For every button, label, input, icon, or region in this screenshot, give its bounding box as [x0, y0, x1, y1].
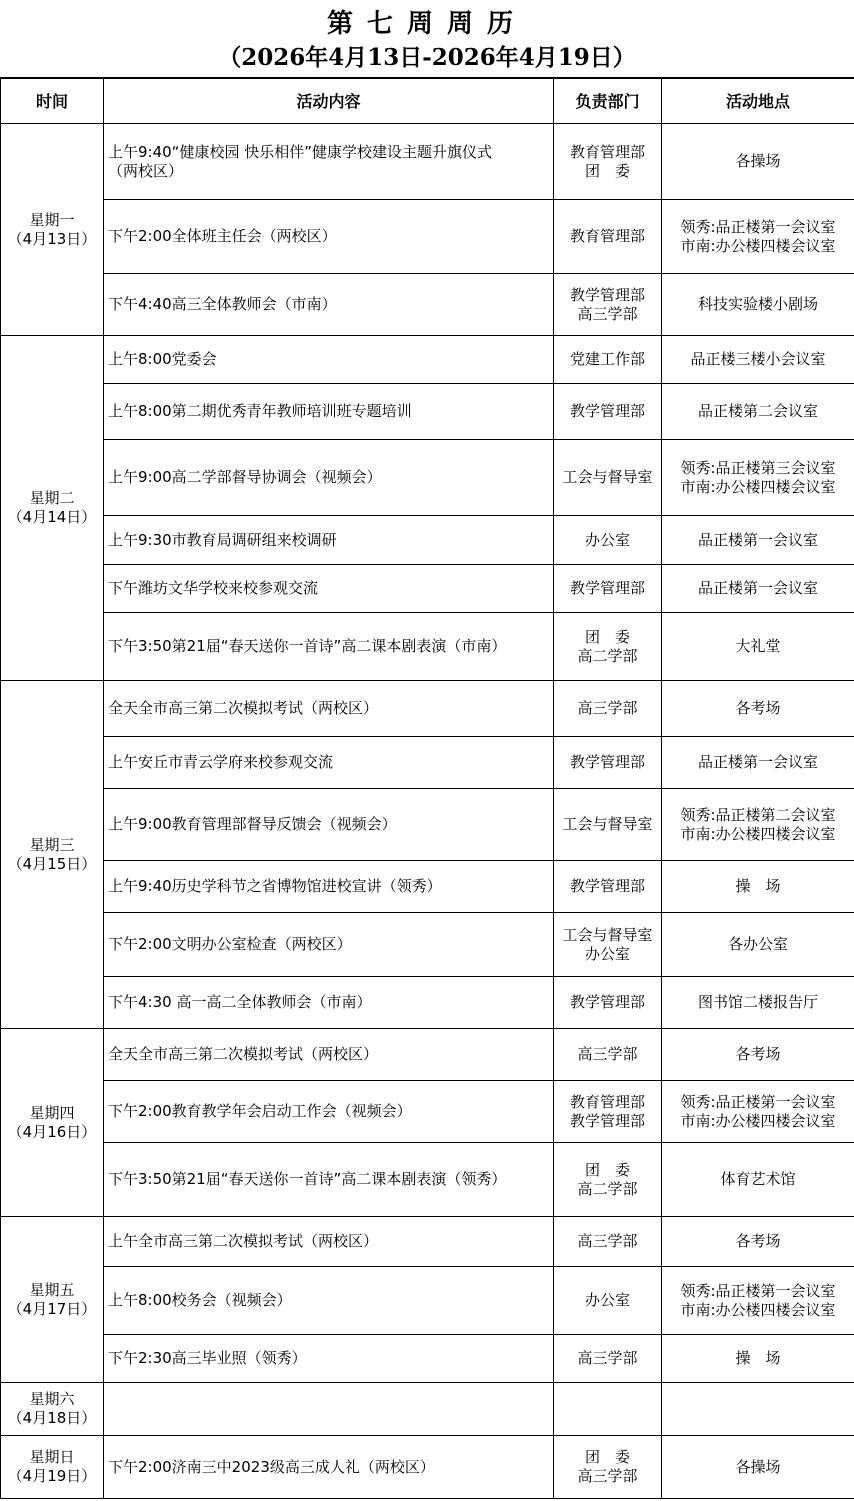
table-row: [1, 1081, 854, 1143]
activity-cell: [104, 977, 554, 1029]
location-cell: [662, 681, 854, 737]
location-cell: [662, 737, 854, 789]
dept-cell: [554, 681, 662, 737]
cell-line: 领秀:品正楼第一会议室: [680, 217, 836, 236]
cell-line: 下午潍坊文华学校来校参观交流: [108, 579, 319, 597]
activity-cell: [104, 384, 554, 440]
cell-line: 市南:办公楼四楼会议室: [680, 1111, 836, 1130]
cell-line: 市南:办公楼四楼会议室: [680, 824, 836, 843]
activity-cell: [104, 336, 554, 384]
cell-line: 下午3:50第21届“春天送你一首诗”高二课本剧表演（市南）: [108, 637, 507, 655]
cell-line: 操 场: [735, 1349, 781, 1367]
location-cell: [662, 565, 854, 613]
table-row: [1, 440, 854, 516]
cell-line: （两校区）: [108, 161, 184, 180]
activity-cell: [104, 913, 554, 977]
cell-line: 工会与督导室: [562, 815, 653, 833]
cell-line: 团 委: [584, 1448, 630, 1466]
dept-cell: [554, 789, 662, 861]
day-cell: [1, 1436, 104, 1499]
cell-line: 大礼堂: [735, 637, 781, 655]
table-row: [1, 789, 854, 861]
cell-line: 高二学部: [577, 1179, 638, 1198]
dept-cell: [554, 737, 662, 789]
table-row: [1, 613, 854, 681]
activity-cell: [104, 1143, 554, 1217]
cell-line: 领秀:品正楼第一会议室: [680, 1281, 836, 1300]
cell-line: 各办公室: [727, 935, 788, 953]
cell-line: 下午2:00全体班主任会（两校区）: [108, 227, 337, 245]
cell-line: 各考场: [735, 1232, 781, 1250]
cell-line: 上午全市高三第二次模拟考试（两校区）: [108, 1232, 379, 1250]
cell-line: 教学管理部: [569, 402, 645, 420]
dept-cell: [554, 861, 662, 913]
cell-line: 下午2:30高三毕业照（领秀）: [108, 1349, 307, 1367]
day-cell: [1, 336, 104, 681]
cell-line: 领秀:品正楼第二会议室: [680, 805, 836, 824]
cell-line: 工会与督导室: [562, 925, 653, 944]
table-row: [1, 336, 854, 384]
cell-line: 上午8:00党委会: [108, 350, 217, 368]
cell-line: 下午4:30 高一高二全体教师会（市南）: [108, 993, 372, 1011]
location-cell: [662, 1383, 854, 1436]
activity-cell: [104, 1383, 554, 1436]
dept-cell: [554, 1029, 662, 1081]
location-cell: [662, 1267, 854, 1335]
dept-cell: [554, 1335, 662, 1383]
day-date: （4月17日）: [7, 1299, 97, 1318]
day-date: （4月16日）: [7, 1122, 97, 1141]
dept-cell: [554, 274, 662, 336]
dept-cell: [554, 1217, 662, 1267]
table-row: [1, 737, 854, 789]
activity-cell: [104, 440, 554, 516]
page-title: 第七周周历: [326, 9, 527, 39]
cell-line: 下午2:00教育教学年会启动工作会（视频会）: [108, 1102, 412, 1120]
cell-line: 品正楼第一会议室: [697, 579, 818, 597]
cell-line: 下午2:00济南三中2023级高三成人礼（两校区）: [108, 1457, 435, 1476]
location-cell: [662, 1081, 854, 1143]
header-dept: 负责部门: [554, 79, 662, 124]
cell-line: 办公室: [584, 944, 630, 963]
cell-line: 各操场: [735, 1457, 781, 1476]
day-cell: [1, 1217, 104, 1383]
cell-line: 操 场: [735, 877, 781, 895]
cell-line: 下午3:50第21届“春天送你一首诗”高二课本剧表演（领秀）: [108, 1170, 507, 1188]
cell-line: 全天全市高三第二次模拟考试（两校区）: [108, 1045, 379, 1063]
cell-line: 教学管理部: [569, 993, 645, 1011]
location-cell: [662, 336, 854, 384]
cell-line: 团 委: [584, 161, 630, 180]
cell-line: 办公室: [584, 1291, 630, 1309]
cell-line: 品正楼第一会议室: [697, 753, 818, 771]
location-cell: [662, 861, 854, 913]
dept-cell: [554, 565, 662, 613]
cell-line: 教育管理部: [569, 142, 645, 161]
activity-cell: [104, 565, 554, 613]
day-cell: [1, 1029, 104, 1217]
location-cell: [662, 1436, 854, 1499]
dept-cell: [554, 336, 662, 384]
day-name: 星期三: [29, 835, 75, 854]
dept-cell: [554, 1081, 662, 1143]
cell-line: 高三学部: [577, 1232, 638, 1250]
cell-line: 办公室: [584, 530, 630, 549]
activity-cell: [104, 1436, 554, 1499]
dept-cell: [554, 516, 662, 565]
cell-line: 教学管理部: [569, 753, 645, 771]
table-row: [1, 274, 854, 336]
table-row: [1, 124, 854, 200]
cell-line: 高三学部: [577, 1045, 638, 1063]
schedule-body: [1, 124, 854, 1499]
cell-line: 教学管理部: [569, 579, 645, 597]
day-cell: [1, 124, 104, 336]
dept-cell: [554, 913, 662, 977]
dept-cell: [554, 440, 662, 516]
header-row: [1, 79, 854, 124]
location-cell: [662, 200, 854, 274]
dept-cell: [554, 613, 662, 681]
cell-line: 各考场: [735, 1045, 781, 1063]
cell-line: 教学管理部: [569, 1111, 645, 1130]
day-date: （4月13日）: [7, 229, 97, 248]
cell-line: 高三学部: [577, 699, 638, 717]
cell-line: 上午安丘市青云学府来校参观交流: [108, 753, 334, 771]
table-row: [1, 1383, 854, 1436]
location-cell: [662, 1217, 854, 1267]
location-cell: [662, 124, 854, 200]
cell-line: 领秀:品正楼第三会议室: [680, 458, 836, 477]
header-time: 时间: [1, 79, 104, 124]
cell-line: 上午9:40历史学科节之省博物馆进校宣讲（领秀）: [108, 877, 442, 895]
cell-line: 市南:办公楼四楼会议室: [680, 1300, 836, 1319]
day-date: （4月19日）: [7, 1467, 97, 1485]
cell-line: 工会与督导室: [562, 468, 653, 486]
location-cell: [662, 516, 854, 565]
activity-cell: [104, 861, 554, 913]
cell-line: 体育艺术馆: [720, 1170, 796, 1188]
cell-line: 上午8:00第二期优秀青年教师培训班专题培训: [108, 402, 412, 420]
day-date: （4月15日）: [7, 854, 97, 873]
cell-line: 上午9:30市教育局调研组来校调研: [108, 530, 337, 549]
header-activity: 活动内容: [104, 79, 554, 124]
cell-line: 下午2:00文明办公室检查（两校区）: [108, 935, 352, 953]
cell-line: 品正楼三楼小会议室: [690, 350, 826, 368]
cell-line: 市南:办公楼四楼会议室: [680, 477, 836, 496]
cell-line: 高三学部: [577, 1467, 638, 1485]
date-range: （2026年4月13日-2026年4月19日）: [218, 44, 636, 71]
activity-cell: [104, 124, 554, 200]
table-row: [1, 1335, 854, 1383]
location-cell: [662, 613, 854, 681]
table-row: [1, 861, 854, 913]
activity-cell: [104, 200, 554, 274]
dept-cell: [554, 384, 662, 440]
cell-line: 上午9:40“健康校园 快乐相伴”健康学校建设主题升旗仪式: [108, 142, 492, 161]
cell-line: 教学管理部: [569, 877, 645, 895]
cell-line: 全天全市高三第二次模拟考试（两校区）: [108, 699, 379, 717]
day-name: 星期日: [29, 1448, 75, 1466]
cell-line: 高二学部: [577, 646, 638, 665]
table-row: [1, 384, 854, 440]
calendar-title: [0, 0, 854, 78]
location-cell: [662, 1143, 854, 1217]
cell-line: 高三学部: [577, 304, 638, 323]
table-row: [1, 681, 854, 737]
day-cell: [1, 681, 104, 1029]
cell-line: 教学管理部: [569, 285, 645, 304]
dept-cell: [554, 1436, 662, 1499]
activity-cell: [104, 516, 554, 565]
activity-cell: [104, 613, 554, 681]
activity-cell: [104, 737, 554, 789]
cell-line: 教育管理部: [569, 227, 645, 245]
table-row: [1, 1436, 854, 1499]
table-row: [1, 1217, 854, 1267]
cell-line: 教育管理部: [569, 1092, 645, 1111]
activity-cell: [104, 1267, 554, 1335]
table-row: [1, 200, 854, 274]
cell-line: 品正楼第二会议室: [697, 402, 818, 420]
activity-cell: [104, 1217, 554, 1267]
location-cell: [662, 913, 854, 977]
dept-cell: [554, 977, 662, 1029]
cell-line: 品正楼第一会议室: [697, 530, 818, 549]
day-name: 星期六: [29, 1390, 75, 1408]
location-cell: [662, 440, 854, 516]
day-name: 星期一: [29, 210, 75, 229]
location-cell: [662, 789, 854, 861]
cell-line: 各操场: [735, 152, 781, 170]
location-cell: [662, 274, 854, 336]
table-row: [1, 565, 854, 613]
location-cell: [662, 977, 854, 1029]
dept-cell: [554, 200, 662, 274]
day-name: 星期二: [29, 489, 75, 507]
table-row: [1, 977, 854, 1029]
table-row: [1, 1143, 854, 1217]
cell-line: 团 委: [584, 1160, 630, 1179]
cell-line: 下午4:40高三全体教师会（市南）: [108, 295, 337, 313]
table-row: [1, 516, 854, 565]
cell-line: 高三学部: [577, 1349, 638, 1367]
day-date: （4月18日）: [7, 1409, 97, 1427]
dept-cell: [554, 1267, 662, 1335]
activity-cell: [104, 789, 554, 861]
table-row: [1, 1029, 854, 1081]
activity-cell: [104, 274, 554, 336]
cell-line: 领秀:品正楼第一会议室: [680, 1092, 836, 1111]
schedule-table: [0, 78, 854, 1499]
dept-cell: [554, 124, 662, 200]
header-location: 活动地点: [662, 79, 854, 124]
day-date: （4月14日）: [7, 508, 97, 526]
cell-line: 上午8:00校务会（视频会）: [108, 1291, 292, 1309]
cell-line: 图书馆二楼报告厅: [697, 993, 818, 1011]
cell-line: 上午9:00教育管理部督导反馈会（视频会）: [108, 815, 397, 833]
day-name: 星期五: [29, 1280, 75, 1299]
day-cell: [1, 1383, 104, 1436]
cell-line: 上午9:00高二学部督导协调会（视频会）: [108, 468, 382, 486]
cell-line: 市南:办公楼四楼会议室: [680, 236, 836, 255]
activity-cell: [104, 681, 554, 737]
cell-line: 科技实验楼小剧场: [697, 295, 818, 313]
dept-cell: [554, 1143, 662, 1217]
day-name: 星期四: [29, 1103, 75, 1122]
dept-cell: [554, 1383, 662, 1436]
table-row: [1, 913, 854, 977]
activity-cell: [104, 1029, 554, 1081]
location-cell: [662, 1029, 854, 1081]
cell-line: 团 委: [584, 627, 630, 646]
table-row: [1, 1267, 854, 1335]
cell-line: 各考场: [735, 699, 781, 717]
location-cell: [662, 1335, 854, 1383]
activity-cell: [104, 1335, 554, 1383]
activity-cell: [104, 1081, 554, 1143]
cell-line: 党建工作部: [569, 350, 645, 368]
location-cell: [662, 384, 854, 440]
